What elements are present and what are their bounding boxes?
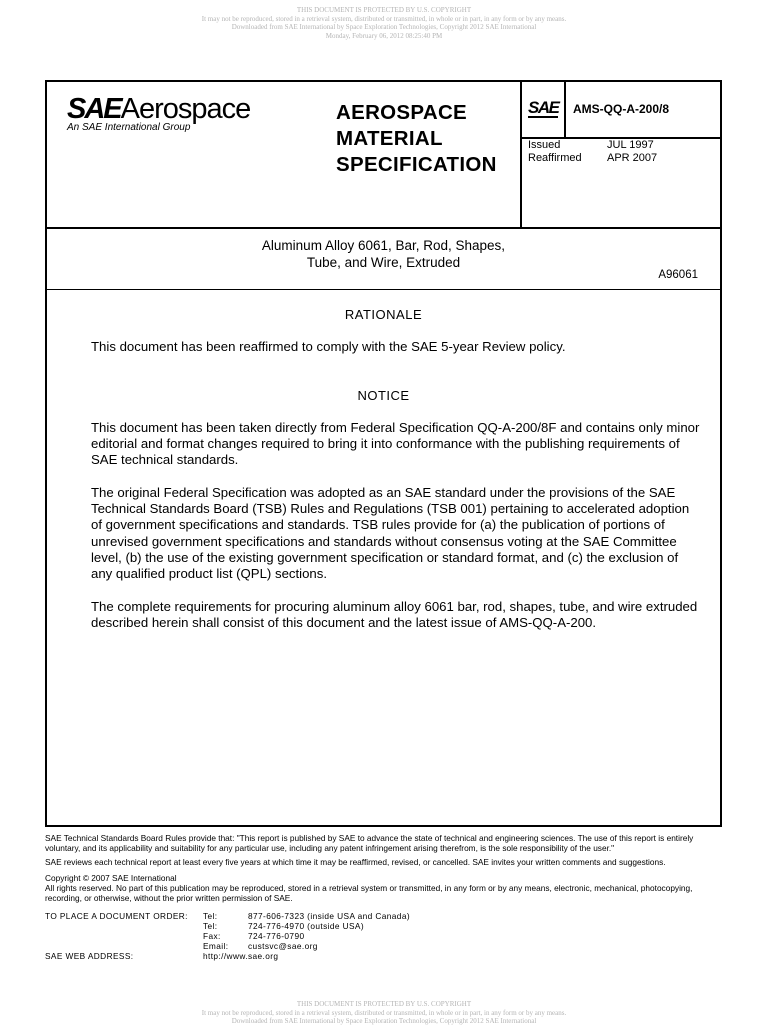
doc-type-line: MATERIAL — [336, 127, 443, 150]
contact-key: Tel: — [203, 921, 218, 931]
contact-key: Email: — [203, 941, 229, 951]
watermark-line: Downloaded from SAE International by Space Exploration Technologies, Copyright 2012 SAE International — [231, 1017, 537, 1025]
issued-value: JUL 1997 — [607, 139, 654, 151]
order-label: TO PLACE A DOCUMENT ORDER: — [45, 911, 188, 921]
header-divider — [47, 227, 720, 229]
watermark-line: THIS DOCUMENT IS PROTECTED BY U.S. COPYRIGHT — [296, 1000, 472, 1008]
reaffirmed-label: Reaffirmed — [528, 151, 582, 164]
title-line: Aluminum Alloy 6061, Bar, Rod, Shapes, — [261, 238, 506, 253]
header-column-divider — [520, 82, 522, 227]
watermark-line: Downloaded from SAE International by Space Exploration Technologies, Copyright 2012 SAE International — [231, 23, 537, 31]
document-type — [336, 100, 497, 178]
copyright-watermark-bottom — [0, 1000, 768, 1026]
web-address-link[interactable]: http://www.sae.org — [203, 951, 279, 961]
code-cell-divider — [564, 82, 566, 137]
specification-frame — [45, 80, 722, 827]
notice-heading: NOTICE — [357, 388, 410, 403]
copyright-line: Copyright © 2007 SAE International — [45, 873, 177, 883]
contact-value: 724-776-4970 (outside USA) — [248, 921, 365, 931]
brand-subtitle: An SAE International Group — [67, 122, 191, 133]
contact-value: 877-606-7323 (inside USA and Canada) — [248, 911, 411, 921]
contact-key: Fax: — [203, 931, 221, 941]
doc-type-line: SPECIFICATION — [336, 153, 497, 176]
notice-paragraph-2: The original Federal Specification was adopted as an SAE standard under the provisions of the SAE Technical Standards Board (TSB) Rules and Regulations (TSB 001) pertaining to accelerated adoption of government specifications and standards. TSB rules provide for (a) the publication of portions of unrevised government specifications and standards without consensus voting at the SAE Committee level, (b) the use of the existing government specification or standard format, and (c) the exclusion of any qualified product list (QPL) sections. — [91, 485, 690, 582]
title-divider — [47, 289, 720, 290]
rationale-heading: RATIONALE — [344, 307, 423, 322]
contact-key: Tel: — [203, 911, 218, 921]
issue-dates — [528, 139, 657, 164]
sae-aerospace-logo — [67, 92, 250, 133]
contact-value: 724-776-0790 — [248, 931, 305, 941]
tsb-rules-note: SAE Technical Standards Board Rules provide that: "This report is published by SAE to advance the state of technical and engineering sciences. The use of this report is entirely voluntary, and its applicability and suitability for any particular use, including any patent infringement arising therefrom, is the sole responsibility of the user." — [45, 833, 694, 853]
issued-label: Issued — [528, 139, 561, 151]
rationale-text: This document has been reaffirmed to comply with the SAE 5-year Review policy. — [91, 339, 566, 354]
notice-paragraph-1: This document has been taken directly from Federal Specification QQ-A-200/8F and contains only minor editorial and format changes required to bring it into conformance with the publishing requirements of SAE technical standards. — [91, 420, 700, 468]
reaffirmed-value: APR 2007 — [607, 151, 658, 164]
copyright-watermark-top — [0, 6, 768, 40]
uns-designation: A96061 — [658, 269, 698, 281]
watermark-line: THIS DOCUMENT IS PROTECTED BY U.S. COPYRIGHT — [296, 6, 472, 14]
brand-sae: SAE — [67, 93, 121, 125]
brand-aerospace: Aerospace — [120, 93, 251, 125]
doc-type-line: AEROSPACE — [336, 101, 468, 124]
watermark-line: Monday, February 06, 2012 08:25:40 PM — [325, 31, 443, 40]
review-note: SAE reviews each technical report at least every five years at which time it may be reaffirmed, revised, or cancelled. SAE invites your written comments and suggestions. — [45, 857, 666, 867]
rights-note: All rights reserved. No part of this publication may be reproduced, stored in a retrieval system or transmitted, in any form or by any means, electronic, mechanical, photocopying, recording, or otherwise, without the prior written permission of SAE. — [45, 883, 693, 903]
web-label: SAE WEB ADDRESS: — [45, 951, 134, 961]
order-contacts — [45, 911, 410, 961]
watermark-line: It may not be reproduced, stored in a retrieval system, distributed or transmitted, in whole or in part, in any form or by any means. — [201, 14, 567, 23]
notice-paragraph-3: The complete requirements for procuring aluminum alloy 6061 bar, rod, shapes, tube, and wire extruded described herein shall consist of this document and the latest issue of AMS-QQ-A-200. — [91, 599, 698, 631]
title-line: Tube, and Wire, Extruded — [306, 255, 461, 270]
document-code: AMS-QQ-A-200/8 — [573, 102, 670, 116]
contact-email-link[interactable]: custsvc@sae.org — [248, 941, 318, 951]
sae-logo-icon: SAE — [528, 98, 559, 117]
watermark-line: It may not be reproduced, stored in a retrieval system, distributed or transmitted, in whole or in part, in any form or by any means. — [201, 1008, 567, 1017]
document-title — [47, 237, 720, 271]
